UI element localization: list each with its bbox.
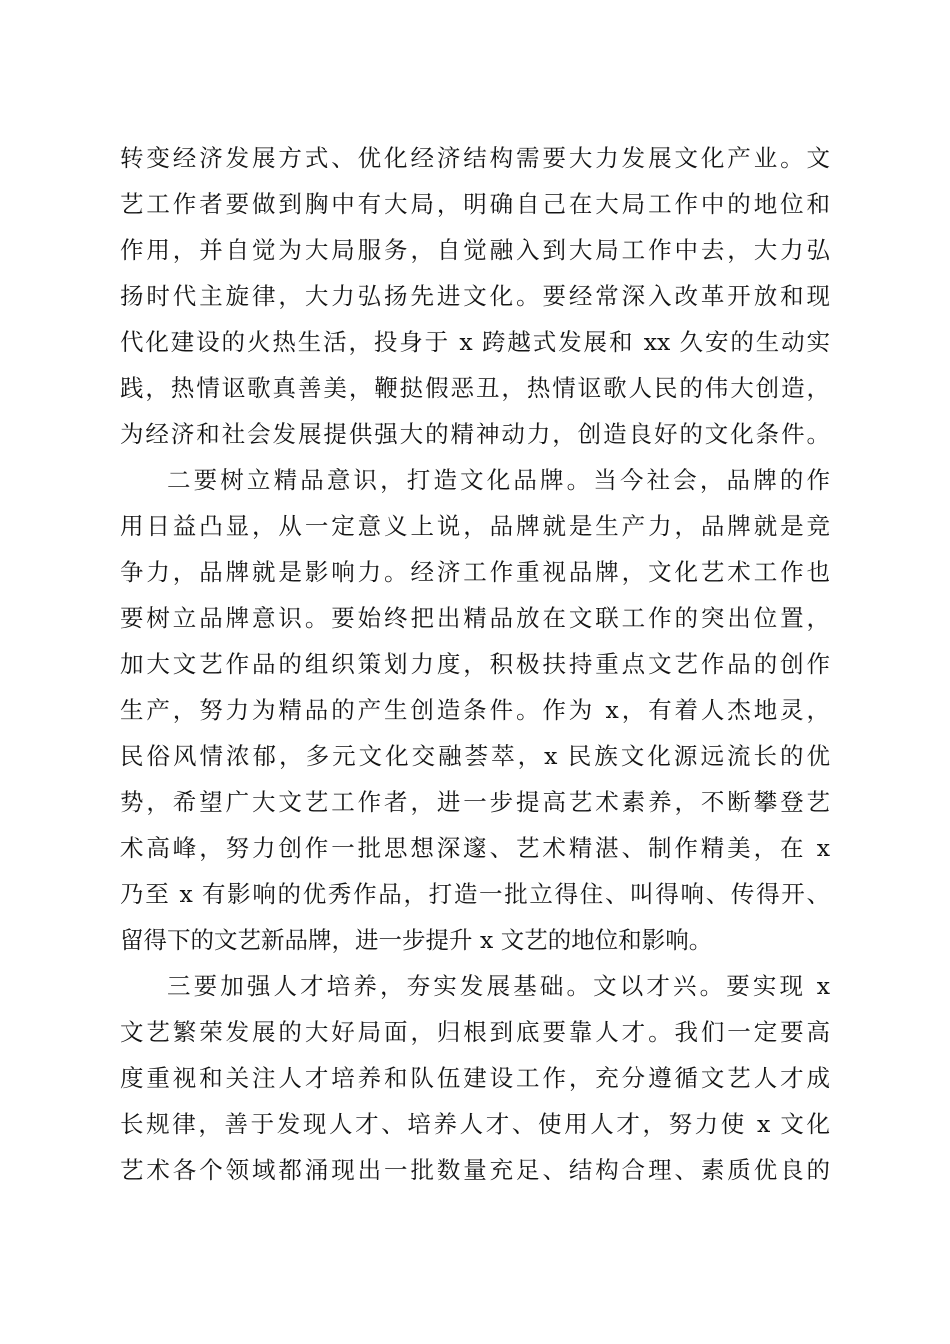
text-line: 度重视和关注人才培养和队伍建设工作，充分遵循文艺人才成 (120, 1064, 830, 1092)
paragraph-start-line: 三要加强人才培养，夯实发展基础。文以才兴。要实现 x (167, 972, 830, 1000)
text-line: 艺术各个领域都涌现出一批数量充足、结构合理、素质优良的 (120, 1156, 830, 1184)
text-line: 艺工作者要做到胸中有大局，明确自己在大局工作中的地位和 (120, 190, 830, 218)
text-line: 长规律，善于发现人才、培养人才、使用人才，努力使 x 文化 (120, 1110, 830, 1138)
text-line: 要树立品牌意识。要始终把出精品放在文联工作的突出位置， (120, 604, 830, 632)
text-line: 作用，并自觉为大局服务，自觉融入到大局工作中去，大力弘 (120, 236, 830, 264)
text-line: 用日益凸显，从一定意义上说，品牌就是生产力，品牌就是竞 (120, 512, 830, 540)
text-line: 扬时代主旋律，大力弘扬先进文化。要经常深入改革开放和现 (120, 282, 830, 310)
text-line: 生产，努力为精品的产生创造条件。作为 x，有着人杰地灵， (120, 696, 830, 724)
text-line: 民俗风情浓郁，多元文化交融荟萃，x 民族文化源远流长的优 (120, 742, 830, 770)
text-line: 转变经济发展方式、优化经济结构需要大力发展文化产业。文 (120, 144, 830, 172)
paragraph-start-line: 二要树立精品意识，打造文化品牌。当今社会，品牌的作 (167, 466, 830, 494)
text-line: 术高峰，努力创作一批思想深邃、艺术精湛、制作精美，在 x (120, 834, 830, 862)
text-line: 为经济和社会发展提供强大的精神动力，创造良好的文化条件。 (120, 420, 830, 448)
text-line: 乃至 x 有影响的优秀作品，打造一批立得住、叫得响、传得开、 (120, 880, 830, 908)
text-line: 势，希望广大文艺工作者，进一步提高艺术素养，不断攀登艺 (120, 788, 830, 816)
paragraph-end-line: 留得下的文艺新品牌，进一步提升 x 文艺的地位和影响。 (120, 926, 713, 954)
text-line: 加大文艺作品的组织策划力度，积极扶持重点文艺作品的创作 (120, 650, 830, 678)
text-line: 争力，品牌就是影响力。经济工作重视品牌，文化艺术工作也 (120, 558, 830, 586)
text-line: 文艺繁荣发展的大好局面，归根到底要靠人才。我们一定要高 (120, 1018, 830, 1046)
document-body (120, 135, 830, 1193)
text-line: 践，热情讴歌真善美，鞭挞假恶丑，热情讴歌人民的伟大创造， (120, 374, 830, 402)
text-line: 代化建设的火热生活，投身于 x 跨越式发展和 xx 久安的生动实 (120, 328, 830, 356)
